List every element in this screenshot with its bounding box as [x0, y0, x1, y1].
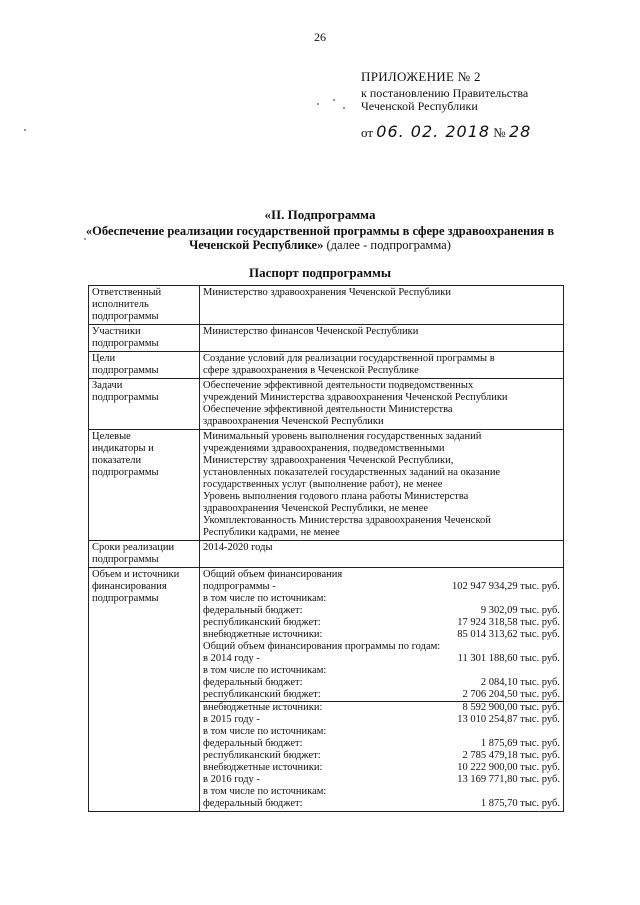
financing-line	[203, 581, 560, 593]
financing-line-value: 8 592 900,00 тыс. руб.	[462, 702, 560, 713]
financing-line	[203, 798, 560, 810]
row-label-line: Задачи	[92, 380, 123, 391]
row-content	[200, 541, 564, 568]
financing-line-text: республиканский бюджет:	[203, 750, 321, 761]
row-content-line: Укомплектованность Министерства здравоохранения Чеченской	[203, 515, 491, 526]
financing-line-text: внебюджетные источники:	[203, 702, 323, 713]
financing-line	[203, 665, 560, 677]
row-label-line: Цели	[92, 353, 116, 364]
financing-label	[89, 568, 200, 812]
financing-line-value: 10 222 900,00 тыс. руб.	[457, 762, 560, 773]
row-content-line: Республики кадрами, не менее	[203, 527, 340, 538]
subprogram-full-title	[60, 224, 580, 252]
financing-line-value: 2 706 204,50 тыс. руб.	[462, 689, 560, 700]
financing-line-text: в 2016 году -	[203, 774, 260, 785]
financing-line-text: в том числе по источникам:	[203, 665, 327, 676]
row-content-line: государственных услуг (выполнение работ), не менее	[203, 479, 443, 490]
row-label	[89, 541, 200, 568]
financing-line	[203, 677, 560, 689]
row-content	[200, 325, 564, 352]
financing-line	[203, 641, 560, 653]
passport-row	[89, 541, 564, 568]
subprogram-heading: «II. Подпрограмма	[264, 207, 376, 222]
row-content-line: Создание условий для реализации государственной программы в	[203, 353, 495, 364]
passport-row	[89, 286, 564, 325]
appendix-date-line	[361, 122, 532, 141]
financing-line-text: в том числе по источникам:	[203, 726, 327, 737]
passport-row	[89, 352, 564, 379]
financing-line-text: республиканский бюджет:	[203, 689, 321, 700]
financing-label-line: Объем и источники	[92, 569, 180, 580]
row-label	[89, 430, 200, 541]
number-prefix: №	[493, 125, 506, 140]
financing-line-value: 13 010 254,87 тыс. руб.	[457, 714, 560, 725]
row-content-line: Обеспечение эффективной деятельности подведомственных	[203, 380, 474, 391]
financing-line-text: подпрограммы -	[203, 581, 276, 592]
financing-line-text: федеральный бюджет:	[203, 798, 303, 809]
financing-line-value: 17 924 318,58 тыс. руб.	[457, 617, 560, 628]
row-label-line: подпрограммы	[92, 338, 159, 349]
financing-line-text: в том числе по источникам:	[203, 786, 327, 797]
appendix-line-1: к постановлению Правительства	[361, 86, 529, 100]
financing-line-value: 1 875,69 тыс. руб.	[480, 738, 560, 749]
appendix-title: ПРИЛОЖЕНИЕ № 2	[361, 69, 481, 84]
financing-line-text: Общий объем финансирования программы по годам:	[203, 641, 441, 652]
row-content-line: Минимальный уровень выполнения государственных заданий	[203, 431, 482, 442]
row-label-line: Сроки реализации	[92, 542, 175, 553]
financing-line	[203, 762, 560, 774]
row-label-line: Целевые	[92, 431, 131, 442]
row-content-line: Уровень выполнения годового плана работы Министерства	[203, 491, 469, 502]
row-content-line: учреждениями здравоохранения, подведомственными	[203, 443, 445, 454]
row-label	[89, 286, 200, 325]
financing-line	[203, 689, 560, 701]
financing-line	[203, 714, 560, 726]
row-content-line: здравоохранения Чеченской Республики	[203, 416, 384, 427]
financing-content	[200, 568, 564, 812]
financing-line	[203, 786, 560, 798]
financing-line-value: 1 875,70 тыс. руб.	[480, 798, 560, 809]
financing-line	[203, 702, 560, 714]
row-label	[89, 325, 200, 352]
financing-line	[203, 569, 560, 581]
row-label-line: подпрограммы	[92, 467, 159, 478]
row-content	[200, 352, 564, 379]
row-content	[200, 379, 564, 430]
financing-label-line: финансирования	[92, 581, 167, 592]
financing-line-value: 11 301 188,60 тыс. руб.	[457, 653, 560, 664]
passport-table	[88, 285, 564, 812]
row-content-line: Министерству здравоохранения Чеченской Республики,	[203, 455, 454, 466]
row-content-line: Министерство здравоохранения Чеченской Республики	[203, 287, 452, 298]
row-label-line: показатели	[92, 455, 142, 466]
page-number: 26	[314, 30, 326, 44]
row-label-line: подпрограммы	[92, 392, 159, 403]
financing-line-text: в том числе по источникам:	[203, 593, 327, 604]
financing-row	[89, 568, 564, 812]
financing-line-text: федеральный бюджет:	[203, 677, 303, 688]
financing-line	[203, 605, 560, 617]
row-content	[200, 286, 564, 325]
financing-line-text: в 2015 году -	[203, 714, 260, 725]
passport-table-body	[89, 286, 564, 812]
row-label	[89, 352, 200, 379]
financing-line	[203, 750, 560, 762]
financing-line-value: 2 785 479,18 тыс. руб.	[462, 750, 560, 761]
row-content-line: сфере здравоохранения в Чеченской Республике	[203, 365, 419, 376]
financing-line	[203, 774, 560, 786]
financing-line-text: Общий объем финансирования	[203, 569, 343, 580]
row-label-line: Участники	[92, 326, 141, 337]
scan-speck	[24, 129, 26, 131]
row-content-line: здравоохранения Чеченской Республики, не менее	[203, 503, 429, 514]
scan-speck	[343, 107, 345, 109]
row-label-line: подпрограммы	[92, 554, 159, 565]
scan-speck	[317, 103, 319, 105]
financing-line-text: внебюджетные источники:	[203, 629, 323, 640]
row-label-line: индикаторы и	[92, 443, 154, 454]
row-label	[89, 379, 200, 430]
row-content-line: Министерство финансов Чеченской Республики	[203, 326, 419, 337]
row-label-line: подпрограммы	[92, 365, 159, 376]
appendix-block	[361, 70, 531, 139]
financing-line	[203, 629, 560, 641]
subprogram-title-rest: (далее - подпрограмма)	[323, 238, 451, 252]
passport-row	[89, 430, 564, 541]
scan-speck	[333, 99, 335, 101]
row-label-line: исполнитель	[92, 299, 149, 310]
row-content-line: Обеспечение эффективной деятельности Министерства	[203, 404, 453, 415]
appendix-line-2: Чеченской Республики	[361, 99, 478, 113]
financing-line-value: 85 014 313,62 тыс. руб.	[457, 629, 560, 640]
handwritten-number: 28	[508, 122, 532, 141]
financing-line-text: в 2014 году -	[203, 653, 260, 664]
financing-line	[203, 738, 560, 750]
row-label-line: подпрограммы	[92, 311, 159, 322]
financing-line	[203, 653, 560, 665]
financing-line-value: 9 302,09 тыс. руб.	[480, 605, 560, 616]
financing-line-value: 102 947 934,29 тыс. руб.	[452, 581, 560, 592]
passport-row	[89, 325, 564, 352]
row-content-line: 2014-2020 годы	[203, 542, 273, 553]
financing-line	[203, 726, 560, 738]
financing-line-text: внебюджетные источники:	[203, 762, 323, 773]
subprogram-title-bold: «Обеспечение реализации государственной программы в сфере здравоохранения в Чеченской Республике»	[85, 224, 555, 252]
passport-row	[89, 379, 564, 430]
financing-line-value: 13 169 771,80 тыс. руб.	[457, 774, 560, 785]
financing-line-text: федеральный бюджет:	[203, 605, 303, 616]
financing-line-value: 2 084,10 тыс. руб.	[480, 677, 560, 688]
handwritten-date: 06. 02. 2018	[376, 122, 491, 141]
row-content-line: учреждений Министерства здравоохранения Чеченской Республики	[203, 392, 508, 403]
row-label-line: Ответственный	[92, 287, 162, 298]
financing-line-text: республиканский бюджет:	[203, 617, 321, 628]
row-content-line: установленных показателей государственных заданий на оказание	[203, 467, 501, 478]
financing-line	[203, 617, 560, 629]
passport-title: Паспорт подпрограммы	[249, 265, 391, 280]
financing-line-text: федеральный бюджет:	[203, 738, 303, 749]
row-content	[200, 430, 564, 541]
financing-line	[203, 593, 560, 605]
date-prefix: от	[361, 125, 374, 140]
financing-label-line: подпрограммы	[92, 593, 159, 604]
